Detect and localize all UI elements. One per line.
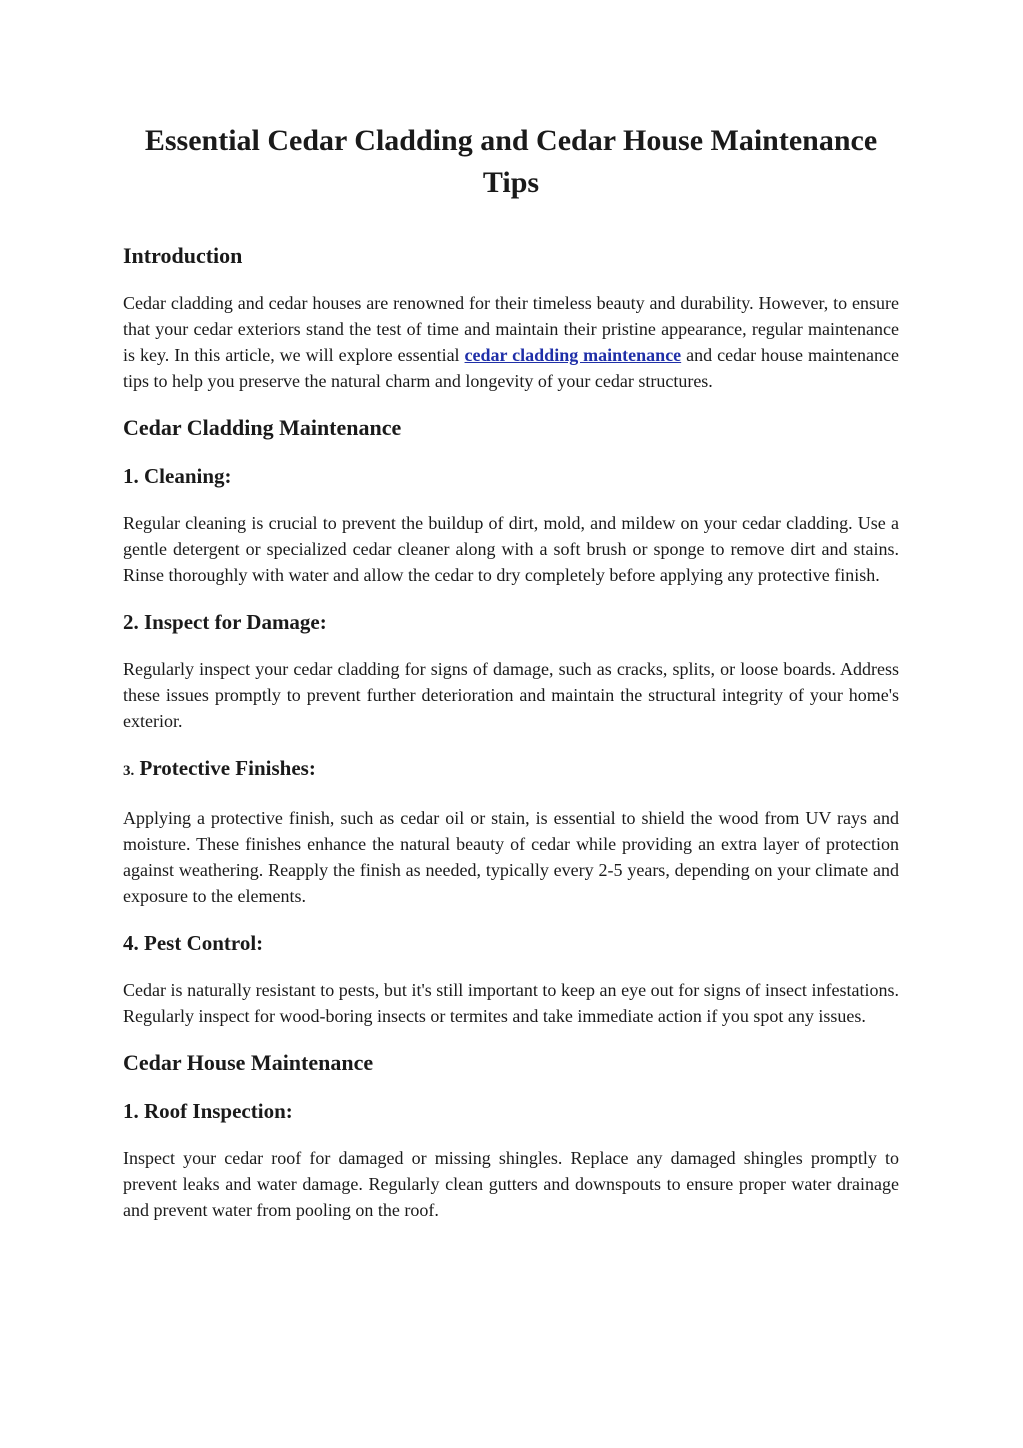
cleaning-heading: 1. Cleaning:: [123, 464, 232, 488]
intro-text-before-link: Cedar cladding and cedar houses are renowned for their timeless beauty and durability. However, to ensure that your cedar exteriors stand the test of time and maintain their pristine appearance, regular maintenance is key. In this article, we will explore essential: [123, 293, 899, 365]
house-section-heading: Cedar House Maintenance: [123, 1050, 374, 1075]
intro-heading: Introduction: [123, 243, 243, 268]
pest-control-paragraph: Cedar is naturally resistant to pests, but it's still important to keep an eye out for signs of insect infestations. Regularly inspect for wood-boring insects or termites and take immediate action if you spot any issues.: [123, 980, 899, 1026]
document-page: [123, 120, 899, 1243]
protective-finishes-paragraph: Applying a protective finish, such as cedar oil or stain, is essential to shield the wood from UV rays and moisture. These finishes enhance the natural beauty of cedar while providing an extra layer of protection against weathering. Reapply the finish as needed, typically every 2-5 years, depending on your climate and exposure to the elements.: [123, 808, 899, 906]
cleaning-paragraph: Regular cleaning is crucial to prevent the buildup of dirt, mold, and mildew on your cedar cladding. Use a gentle detergent or specialized cedar cleaner along with a soft brush or sponge to remove dirt and stains. Rinse thoroughly with water and allow the cedar to dry completely before applying any protective finish.: [123, 513, 899, 585]
cedar-cladding-maintenance-link[interactable]: cedar cladding maintenance: [464, 345, 682, 365]
roof-inspection-paragraph: Inspect your cedar roof for damaged or missing shingles. Replace any damaged shingles promptly to prevent leaks and water damage. Regularly clean gutters and downspouts to ensure proper water drainage and prevent water from pooling on the roof.: [123, 1148, 899, 1220]
pest-control-heading: 4. Pest Control:: [123, 931, 264, 955]
intro-text-after-link: and cedar house maintenance tips to help you preserve the natural charm and longevity of your cedar structures.: [123, 345, 899, 391]
protective-finishes-title: Protective Finishes:: [134, 756, 316, 780]
roof-inspection-heading: 1. Roof Inspection:: [123, 1099, 293, 1123]
page-title: Essential Cedar Cladding and Cedar House Maintenance Tips: [144, 124, 878, 199]
inspect-damage-heading: 2. Inspect for Damage:: [123, 610, 327, 634]
intro-paragraph: [123, 290, 899, 394]
protective-finishes-heading: [123, 754, 899, 785]
cladding-section-heading: Cedar Cladding Maintenance: [123, 415, 402, 440]
protective-finishes-number: 3.: [123, 763, 135, 779]
inspect-damage-paragraph: Regularly inspect your cedar cladding for signs of damage, such as cracks, splits, or loose boards. Address these issues promptly to prevent further deterioration and maintain the structural integrity of your home's exterior.: [123, 659, 899, 731]
